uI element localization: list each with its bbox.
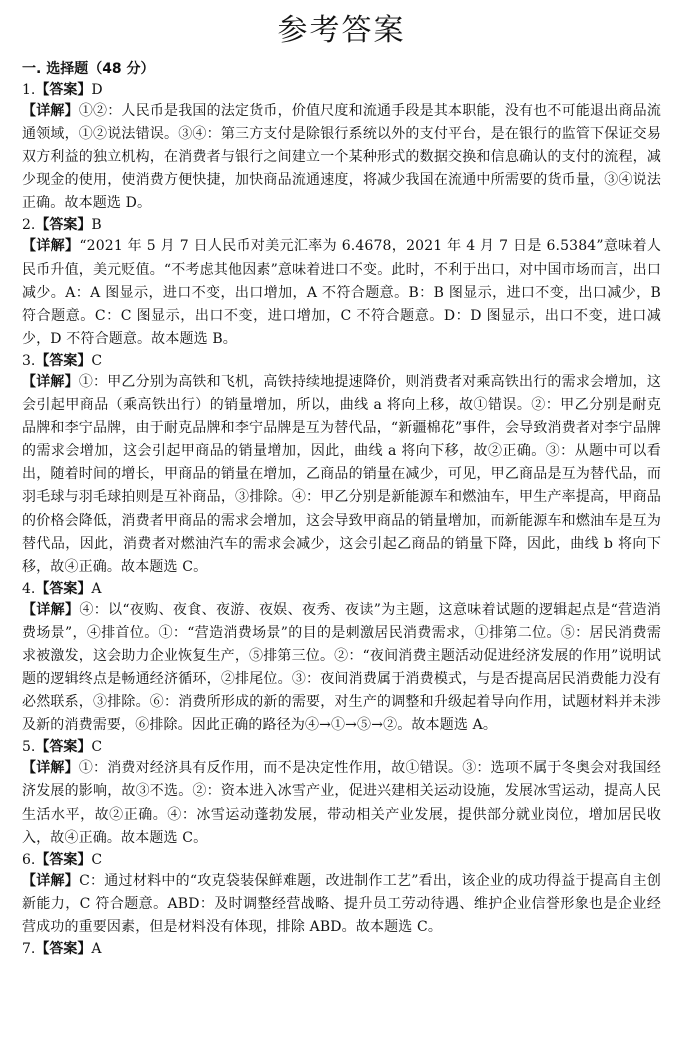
detail-paragraph: [22, 235, 661, 350]
question-number: 6.: [22, 851, 36, 868]
detail-tag: 【详解】: [22, 760, 79, 777]
detail-text: ④：以“夜购、夜食、夜游、夜娱、夜秀、夜读”为主题，这意味着试题的逻辑起点是“营造消费场景”，④排首位。①：“营造消费场景”的目的是刺激居民消费需求，①排第二位。⑤：居民消费需求被激发，这会助力企业恢复生产，⑤排第三位。②：“夜间消费主题活动促进经济发展的作用”说明试题的逻辑终点是畅通经济循环，②排尾位。③：夜间消费属于消费模式，与是否提高居民消费能力没有必然联系，③排除。⑥：消费所形成的新的需要，对生产的调整和升级起着导向作用，试题材料并未涉及新的消费需要，⑥排除。因此正确的路径为④→①→⑤→②。故本题选 A。: [22, 601, 661, 734]
answer-value: A: [91, 580, 102, 597]
detail-paragraph: [22, 371, 661, 579]
detail-paragraph: [22, 870, 661, 939]
detail-paragraph: [22, 100, 661, 215]
detail-text: ①：消费对经济具有反作用，而不是决定性作用，故①错误。③：选项不属于冬奥会对我国经济发展的影响，故③不选。②：资本进入冰雪产业，促进兴建相关运动设施，发展冰雪运动，提高人民生活水平，故②正确。④：冰雪运动蓬勃发展，带动相关产业发展，提供部分就业岗位，增加居民收入，故④正确。故本题选 C。: [22, 760, 661, 846]
detail-tag: 【详解】: [22, 601, 80, 618]
question-item-1: [22, 80, 661, 215]
answer-value: D: [91, 82, 103, 98]
question-number: 4.: [22, 580, 36, 597]
question-number: 5.: [22, 739, 36, 756]
answer-tag: 【答案】: [35, 580, 92, 597]
detail-paragraph: [22, 599, 661, 738]
answer-value: C: [91, 352, 103, 369]
answer-line: [22, 351, 661, 371]
question-item-5: [22, 737, 661, 849]
detail-tag: 【详解】: [22, 238, 80, 255]
question-number: 3.: [22, 352, 36, 369]
answer-tag: 【答案】: [35, 851, 92, 868]
answer-value: C: [91, 739, 103, 756]
answer-line: [22, 215, 661, 235]
question-number: 2.: [22, 217, 36, 234]
answer-value: C: [91, 851, 103, 868]
detail-text: ①②：人民币是我国的法定货币，价值尺度和流通手段是其本职能，没有也不可能退出商品流通领域，①②说法错误。③④：第三方支付是除银行系统以外的支付平台，是在银行的监管下保证交易双方利益的独立机构，在消费者与银行之间建立一个某种形式的数据交换和信息确认的支付的流程，减少现金的使用，使消费方便快捷，加快商品流通速度，将减少我国在流通中所需要的货币量，③④说法正确。故本题选 D。: [22, 103, 661, 212]
detail-text: “2021 年 5 月 7 日人民币对美元汇率为 6.4678，2021 年 4 月 7 日是 6.5384”意味着人民币升值，美元贬值。“不考虑其他因素”意味着进口不变。此时，不利于出口，对中国市场而言，出口减少。A：A 图显示，进口不变，出口增加，A 不符合题意。B：B 图显示，进口不变，出口减少，B 符合题意。C：C 图显示，出口不变，进口增加，C 不符合题意。D：D 图显示，出口不变，进口减少，D 不符合题意。故本题选 B。: [22, 238, 661, 347]
answer-line: [22, 80, 661, 100]
answer-tag: 【答案】: [35, 352, 92, 369]
answer-tag: 【答案】: [35, 217, 92, 234]
detail-text: ①：甲乙分别为高铁和飞机，高铁持续地提速降价，则消费者对乘高铁出行的需求会增加，这会引起甲商品（乘高铁出行）的销量增加，所以，曲线 a 将向上移，故①错误。②：甲乙分别是耐克品牌和李宁品牌，由于耐克品牌和李宁品牌是互为替代品，“新疆棉花”事件，会导致消费者对李宁品牌的需求会增加，这会引起甲商品的销量增加，因此，曲线 a 将向下移，故②正确。③：从题中可以看出，随着时间的增长，甲商品的销量在增加，乙商品的销量在减少，可见，甲乙商品是互为替代品，而羽毛球与羽毛球拍则是互补商品，③排除。④：甲乙分别是新能源车和燃油车，甲生产率提高，甲商品的价格会降低，消费者甲商品的需求会增加，这会导致甲商品的销量增加，而新能源车和燃油车是互为替代品，因此，消费者对燃油汽车的需求会减少，这会引起乙商品的销量下降，因此，曲线 b 将向下移，故④正确。故本题选 C。: [22, 373, 661, 575]
answer-tag: 【答案】: [35, 941, 92, 957]
answer-tag: 【答案】: [35, 82, 92, 98]
detail-text: C：通过材料中的“攻克袋装保鲜难题，改进制作工艺”看出，该企业的成功得益于提高自主创新能力，C 符合题意。ABD：及时调整经营战略、提升员工劳动待遇、维护企业信誉形象也是企业经营成功的重要因素，但是材料没有体现，排除 ABD。故本题选 C。: [22, 872, 661, 935]
detail-tag: 【详解】: [22, 373, 79, 390]
section-title: 一. 选择题（48 分）: [22, 61, 155, 77]
question-item-7: [22, 939, 661, 959]
answer-value: B: [91, 217, 102, 234]
page-title: 参考答案: [277, 13, 406, 48]
answer-line: [22, 850, 661, 870]
question-number: 1.: [22, 82, 36, 98]
answer-line: [22, 579, 661, 599]
answer-tag: 【答案】: [35, 739, 92, 756]
question-item-4: [22, 579, 661, 738]
detail-tag: 【详解】: [22, 103, 79, 119]
answer-line: [22, 737, 661, 757]
detail-tag: 【详解】: [22, 872, 80, 889]
question-item-3: [22, 351, 661, 579]
question-number: 7.: [22, 941, 36, 957]
detail-paragraph: [22, 757, 661, 849]
question-item-6: [22, 850, 661, 939]
question-item-2: [22, 215, 661, 350]
answer-value: A: [91, 941, 102, 957]
answer-line: [22, 939, 661, 959]
